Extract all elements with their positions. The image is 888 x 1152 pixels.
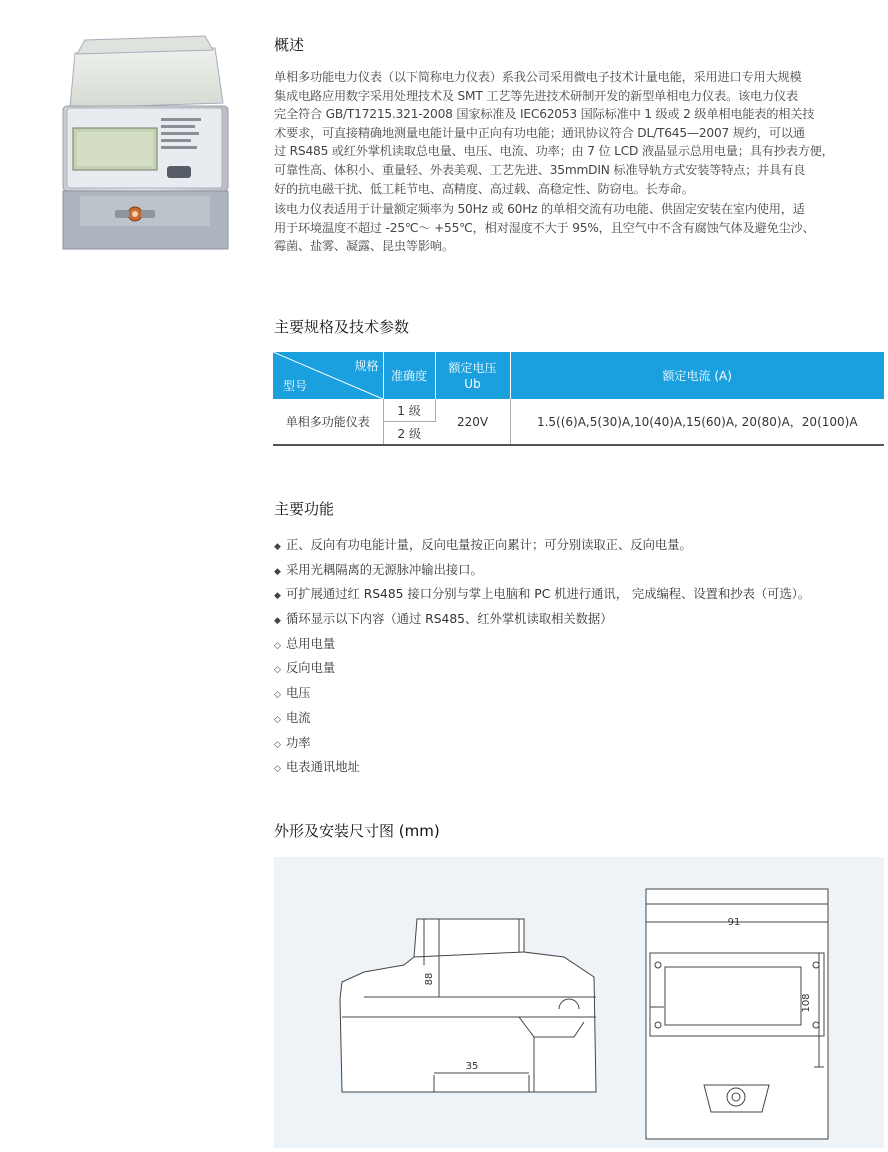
cell-class-1: 1 级 (383, 399, 435, 422)
width-dimension-label: 91 (727, 917, 741, 928)
overview-title: 概述 (274, 36, 305, 54)
list-item: ◆ 循环显示以下内容（通过 RS485、红外掌机读取相关数据） (274, 612, 613, 627)
header-voltage: 额定电压 Ub (435, 352, 510, 399)
overview-paragraph-2: 该电力仪表适用于计量额定频率为 50Hz 或 60Hz 的单相交流有功电能、供固定安装在室内使用，适 用于环境温度不超过 -25℃～ +55℃，相对湿度不大于 95%，且空气中不含有腐蚀气体及避免尘沙、 霉菌、盐雾、凝露、昆虫等影响。 (274, 202, 815, 254)
functions-list (274, 533, 810, 780)
header-spec: 规格 (354, 359, 379, 373)
rail-dimension-label: 35 (465, 1061, 479, 1072)
cell-model: 单相多功能仪表 (273, 399, 383, 445)
list-item: ◆ 正、反向有功电能计量，反向电量按正向累计；可分别读取正、反向电量。 (274, 538, 692, 552)
list-item: ◇ 功率 (274, 735, 311, 750)
dimension-drawing (274, 857, 884, 1148)
cell-voltage: 220V (435, 399, 510, 445)
list-item: ◇ 总用电量 (274, 636, 336, 651)
height-front-dimension-label: 108 (801, 993, 812, 1013)
header-current: 额定电流 (A) (510, 352, 884, 399)
height-side-dimension-label: 88 (424, 972, 435, 986)
cell-current: 1.5((6)A,5(30)A,10(40)A,15(60)A, 20(80)A，20(100)A (510, 399, 884, 445)
header-model: 型号 (283, 379, 308, 393)
list-item: ◇ 反向电量 (274, 661, 336, 676)
list-item: ◆ 可扩展通过红 RS485 接口分别与掌上电脑和 PC 机进行通讯， 完成编程、设置和抄表（可选）。 (274, 587, 811, 602)
spec-table (273, 352, 884, 446)
cell-class-2: 2 级 (383, 422, 435, 446)
list-item: ◇ 电压 (274, 686, 311, 701)
specs-title: 主要规格及技术参数 (274, 318, 410, 336)
header-corner (273, 352, 383, 399)
list-item: ◆ 采用光耦隔离的无源脉冲输出接口。 (274, 562, 483, 577)
overview-paragraph-1: 单相多功能电力仪表（以下简称电力仪表）系我公司采用微电子技术计量电能，采用进口专用大规模 集成电路应用数字采用处理技术及 SMT 工艺等先进技术研制开发的新型单相电力仪表。该电力仪表 完全符合 GB/T17215.321-2008 国家标准及 IEC62053 国际标准中 1 级或 2 级单相电能表的相关技 术要求，可直接精确地测量电能计量中正向有功电能；通讯协议符合 DL/T645—2007 规约，可以通 过 RS485 或红外掌机读取总电量、电压、电流、功率；由 7 位 LCD 液晶显示总用电量；具有抄表方便， 可靠性高、体积小、重量轻、外表美观、工艺先进、35mmDIN 标准导轨方式安装等特点；并具有良 好的抗电磁干扰、低工耗节电、高精度、高过载、高稳定性、防窃电。长寿命。 (274, 70, 834, 196)
product-photo (55, 28, 235, 253)
list-item: ◇ 电流 (274, 710, 311, 725)
dimensions-title: 外形及安装尺寸图 (mm) (274, 822, 440, 840)
functions-title: 主要功能 (274, 500, 335, 518)
list-item: ◇ 电表通讯地址 (274, 760, 360, 775)
header-accuracy: 准确度 (383, 352, 435, 399)
